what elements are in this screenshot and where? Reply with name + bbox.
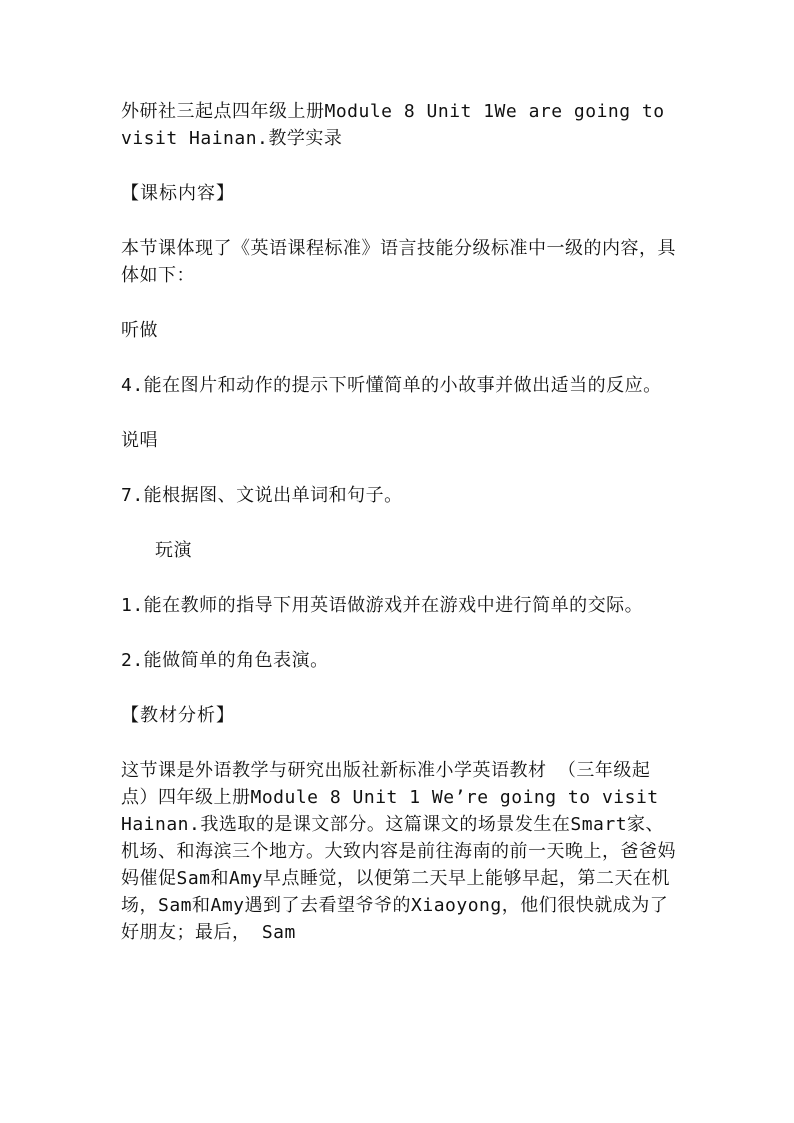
listen-do-label: 听做 (121, 320, 158, 341)
speak-sing-item: 7.能根据图、文说出单词和句子。 (121, 485, 403, 506)
standard-intro-paragraph: 本节课体现了《英语课程标准》语言技能分级标准中一级的内容，具体如下： (121, 238, 676, 286)
play-act-item-2: 2.能做简单的角色表演。 (121, 650, 329, 671)
speak-sing-label: 说唱 (121, 430, 158, 451)
play-act-label: 玩演 (155, 540, 192, 561)
document-page (121, 98, 677, 946)
play-act-item-1: 1.能在教师的指导下用英语做游戏并在游戏中进行简单的交际。 (121, 595, 644, 616)
document-title: 外研社三起点四年级上册Module 8 Unit 1We are going to visit Hainan.教学实录 (121, 101, 665, 149)
heading-standard-content: 【课标内容】 (121, 183, 235, 204)
textbook-analysis-paragraph: 这节课是外语教学与研究出版社新标准小学英语教材 （三年级起点）四年级上册Module 8 Unit 1 We’re going to visit Hainan.我选取的是课文部分。这篇课文的场景发生在Smart家、机场、和海滨三个地方。大致内容是前往海南的前一天晚上，爸爸妈妈催促Sam和Amy早点睡觉，以便第二天早上能够早起，第二天在机场，Sam和Amy遇到了去看望爷爷的Xiaoyong，他们很快就成为了好朋友；最后， Sam (121, 760, 676, 943)
listen-do-item: 4.能在图片和动作的提示下听懂简单的小故事并做出适当的反应。 (121, 375, 662, 396)
heading-textbook-analysis: 【教材分析】 (121, 705, 235, 726)
